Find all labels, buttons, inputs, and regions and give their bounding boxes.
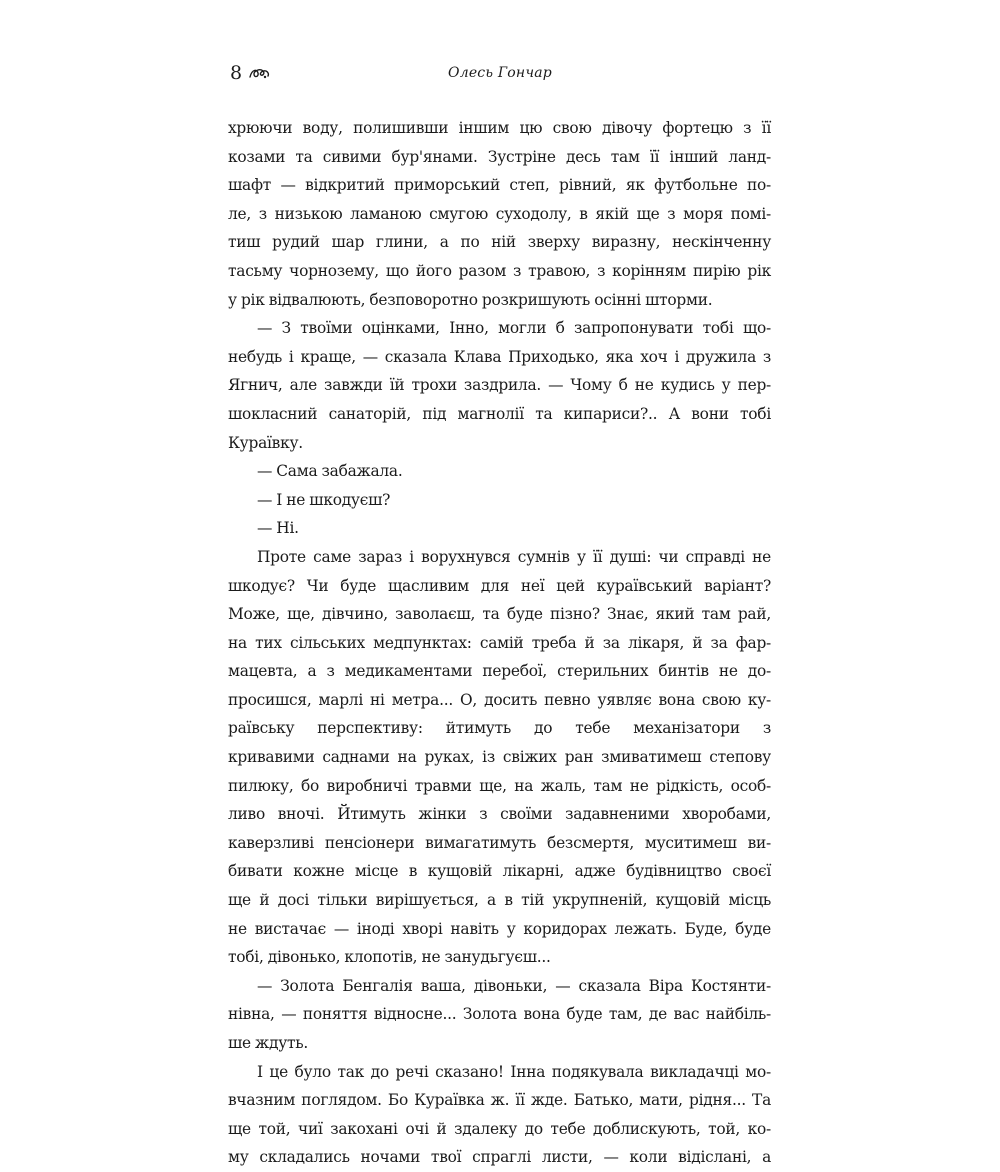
text-line: просишся, марлі ні метра... О, досить певно уявляє вона свою ку- bbox=[228, 690, 771, 709]
text-line: — Золота Бенгалія ваша, дівоньки, — сказала Віра Костянти- bbox=[257, 976, 771, 995]
body-text bbox=[228, 114, 771, 1172]
text-line: — З твоїми оцінками, Інно, могли б запропонувати тобі що- bbox=[257, 319, 771, 338]
text-line: на тих сільських медпунктах: самій треба й за лікаря, й за фар- bbox=[228, 633, 771, 652]
text-line: пилюку, бо виробничі травми ще, на жаль, там не рідкість, особ- bbox=[228, 776, 771, 795]
text-line: ливо вночі. Йтимуть жінки з своїми задавненими хворобами, bbox=[228, 805, 771, 824]
text-line: раївську перспективу: йтимуть до тебе механізатори з bbox=[228, 719, 771, 738]
text-line: Проте саме зараз і ворухнувся сумнів у її душі: чи справді не bbox=[257, 547, 771, 566]
text-line: шкодує? Чи буде щасливим для неї цей кураївський варіант? bbox=[228, 576, 771, 595]
text-line: шокласний санаторій, під магнолії та кипариси?.. А вони тобі bbox=[228, 404, 771, 423]
text-line: тобі, дівонько, клопотів, не занудьгуєш... bbox=[228, 948, 551, 967]
text-line: шафт — відкритий приморський степ, рівний, як футбольне по- bbox=[228, 176, 771, 195]
text-line: нівна, — поняття відносне... Золота вона буде там, де вас найбіль- bbox=[228, 1005, 771, 1024]
text-line: — І не шкодуєш? bbox=[257, 490, 391, 509]
text-line: хрюючи воду, полишивши іншим цю свою дівочу фортецю з її bbox=[228, 119, 771, 137]
text-line: Може, ще, дівчино, заволаєш, та буде пізно? Знає, який там рай, bbox=[228, 605, 771, 624]
text-line: мацевта, а з медикаментами перебої, стерильних бинтів не до- bbox=[228, 662, 771, 681]
text-line: Кураївку. bbox=[228, 433, 303, 452]
running-title: Олесь Гончар bbox=[448, 65, 552, 81]
text-line: вчазним поглядом. Бо Кураївка ж. її жде. Батько, мати, рідня... Та bbox=[228, 1091, 771, 1110]
text-line: не вистачає — іноді хворі навіть у коридорах лежать. Буде, буде bbox=[228, 919, 771, 938]
text-line: бивати кожне місце в кущовій лікарні, адже будівництво своєї bbox=[228, 862, 771, 881]
page-number: 8 bbox=[230, 62, 243, 84]
text-line: му складались ночами твої спраглі листи, — коли відіслані, а bbox=[228, 1148, 771, 1167]
text-line: у рік відвалюють, безповоротно розкришують осінні шторми. bbox=[228, 290, 713, 309]
text-line: кривавими саднами на руках, із свіжих ран змиватимеш степову bbox=[228, 748, 771, 767]
text-line: І це було так до речі сказано! Інна подякувала викладачці мо- bbox=[257, 1062, 771, 1081]
text-line: ще й досі тільки вирішується, а в тій укрупненій, кущовій місць bbox=[228, 891, 771, 910]
text-line: ле, з низькою ламаною смугою суходолу, в якій ще з моря помі- bbox=[228, 204, 771, 223]
text-line: Ягнич, але завжди їй трохи заздрила. — Чому б не кудись у пер- bbox=[228, 376, 771, 395]
text-line: тиш рудий шар глини, а по ній зверху виразну, нескінченну bbox=[228, 233, 771, 252]
text-line: тасьму чорнозему, що його разом з травою, з корінням пирію рік bbox=[228, 261, 771, 280]
text-line: каверзливі пенсіонери вимагатимуть безсмертя, муситимеш ви- bbox=[228, 833, 771, 852]
text-line: ще той, чиї закохані очі й здалеку до тебе доблискують, той, ко- bbox=[228, 1119, 771, 1138]
text-line: небудь і краще, — сказала Клава Приходько, яка хоч і дружила з bbox=[228, 347, 771, 366]
text-line: — Ні. bbox=[257, 519, 299, 538]
text-line: ше ждуть. bbox=[228, 1034, 309, 1052]
text-line: козами та сивими бур'янами. Зустріне десь там її інший ланд- bbox=[228, 147, 771, 166]
text-line: — Сама забажала. bbox=[257, 462, 403, 481]
page-header bbox=[230, 58, 770, 88]
